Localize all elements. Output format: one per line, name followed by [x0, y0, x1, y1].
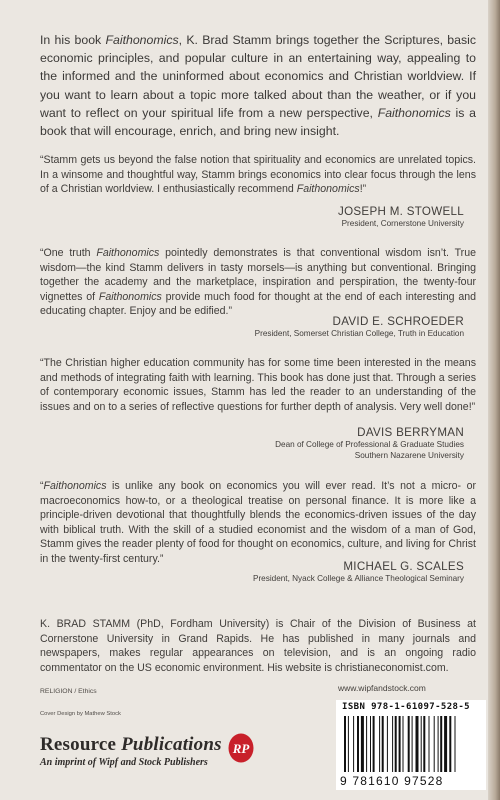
barcode-icon: [342, 716, 482, 774]
publisher-imprint: An imprint of Wipf and Stock Publishers: [40, 757, 208, 768]
barcode-number: 9 781610 97528: [340, 774, 444, 788]
book-title: Faithonomics: [96, 247, 160, 259]
book-title: Faithonomics: [98, 290, 162, 303]
endorser-role: Southern Nazarene University: [354, 450, 464, 460]
page-edge-shadow: [488, 0, 500, 800]
isbn-label: ISBN 978-1-61097-528-5: [342, 702, 471, 712]
endorsement-quote: “The Christian higher education community has for some time been interested in the means and methods of integrating faith with learning. This book has done just that. Through a series of contemporary economic issues, Stamm has led the reader to an understanding of the issues and on to a series of reflective questions for further depth of analysis. Very well done!”: [40, 357, 476, 413]
book-title: Faithonomics: [296, 183, 360, 196]
logo-text: RP: [232, 741, 250, 756]
barcode-panel: [336, 700, 486, 790]
cover-blurb: [40, 31, 476, 140]
book-title: Faithonomics: [43, 480, 107, 492]
blurb-text: In his book: [40, 33, 106, 47]
endorsement-quote: “One truth Faithonomics pointedly demonstrates is that conventional wisdom isn’t. True wisdom—the kind Stamm delivers in tasty morsels—is anything but conventional. Bringing together the academy and the marketplace, inspiration and perspiration, the twenty-four vignettes of Faithonomics provide much food for thought at the end of each interesting and educating chapter. Enjoy and be edified.”: [40, 247, 476, 318]
book-title: Faithonomics: [377, 105, 451, 120]
endorser-role: President, Nyack College & Alliance Theological Seminary: [252, 574, 464, 583]
endorser-name: JOSEPH M. STOWELL: [337, 205, 464, 218]
endorser: [253, 560, 464, 585]
endorsement-quote: “Faithonomics is unlike any book on economics you will ever read. It’s not a micro- or macroeconomics how-to, or a theological treatise on personal finance. It is more like a principle-driven devotional that thoughtfully blends the economics-driven issues of the day with biblical truth. With the skill of a studied economist and the wisdom of a man of God, Stamm gives the reader plenty of food for thought on economics, culture, and living for Christ in the twenty-first century.”: [40, 480, 476, 565]
endorsement-quote: “Stamm gets us beyond the false notion that spirituality and economics are unrelated topics. In a winsome and thoughtful way, Stamm brings economics into clear focus through the lens of a Christian worldview. I enthusiastically recommend Faithonomics!”: [40, 154, 476, 196]
endorser: [255, 315, 464, 340]
endorser-name: MICHAEL G. SCALES: [343, 560, 464, 573]
author-bio: K. BRAD STAMM (PhD, Fordham University) is Chair of the Division of Business at Cornerstone University in Grand Rapids. He has published in many journals and newspapers, makes regular appearances on television, and is an ongoing radio commentator on the US economic environment. His website is christianeconomist.com.: [40, 618, 476, 674]
blurb-text: , K. Brad Stamm brings together the Scriptures, basic economic principles, and popular culture in an entertaining way, appealing to the informed and the uninformed about economics and Christian worldview. If you want to learn about a topic more talked about than the weather, or if you want to reflect on your spiritual life from a new perspective,: [40, 33, 476, 120]
endorser-role: President, Cornerstone University: [341, 219, 464, 228]
cover-design-credit: Cover Design by Mathew Stock: [40, 711, 121, 717]
book-title: Faithonomics: [105, 33, 179, 47]
endorser-role: Dean of College of Professional & Graduate Studies: [275, 440, 464, 449]
category-label: RELIGION / Ethics: [40, 688, 97, 695]
blurb-text: is a book that will encourage, enrich, and bring new insight.: [40, 105, 476, 139]
publisher-name: Resource Publications: [40, 734, 222, 755]
publisher-website: www.wipfandstock.com: [338, 683, 426, 693]
publisher-logo-icon: [228, 733, 254, 763]
endorser: [338, 205, 464, 230]
endorser-name: DAVIS BERRYMAN: [357, 426, 464, 439]
endorser: [275, 426, 464, 461]
endorser-name: DAVID E. SCHROEDER: [332, 315, 464, 328]
endorser-role: President, Somerset Christian College, Truth in Education: [254, 329, 464, 338]
